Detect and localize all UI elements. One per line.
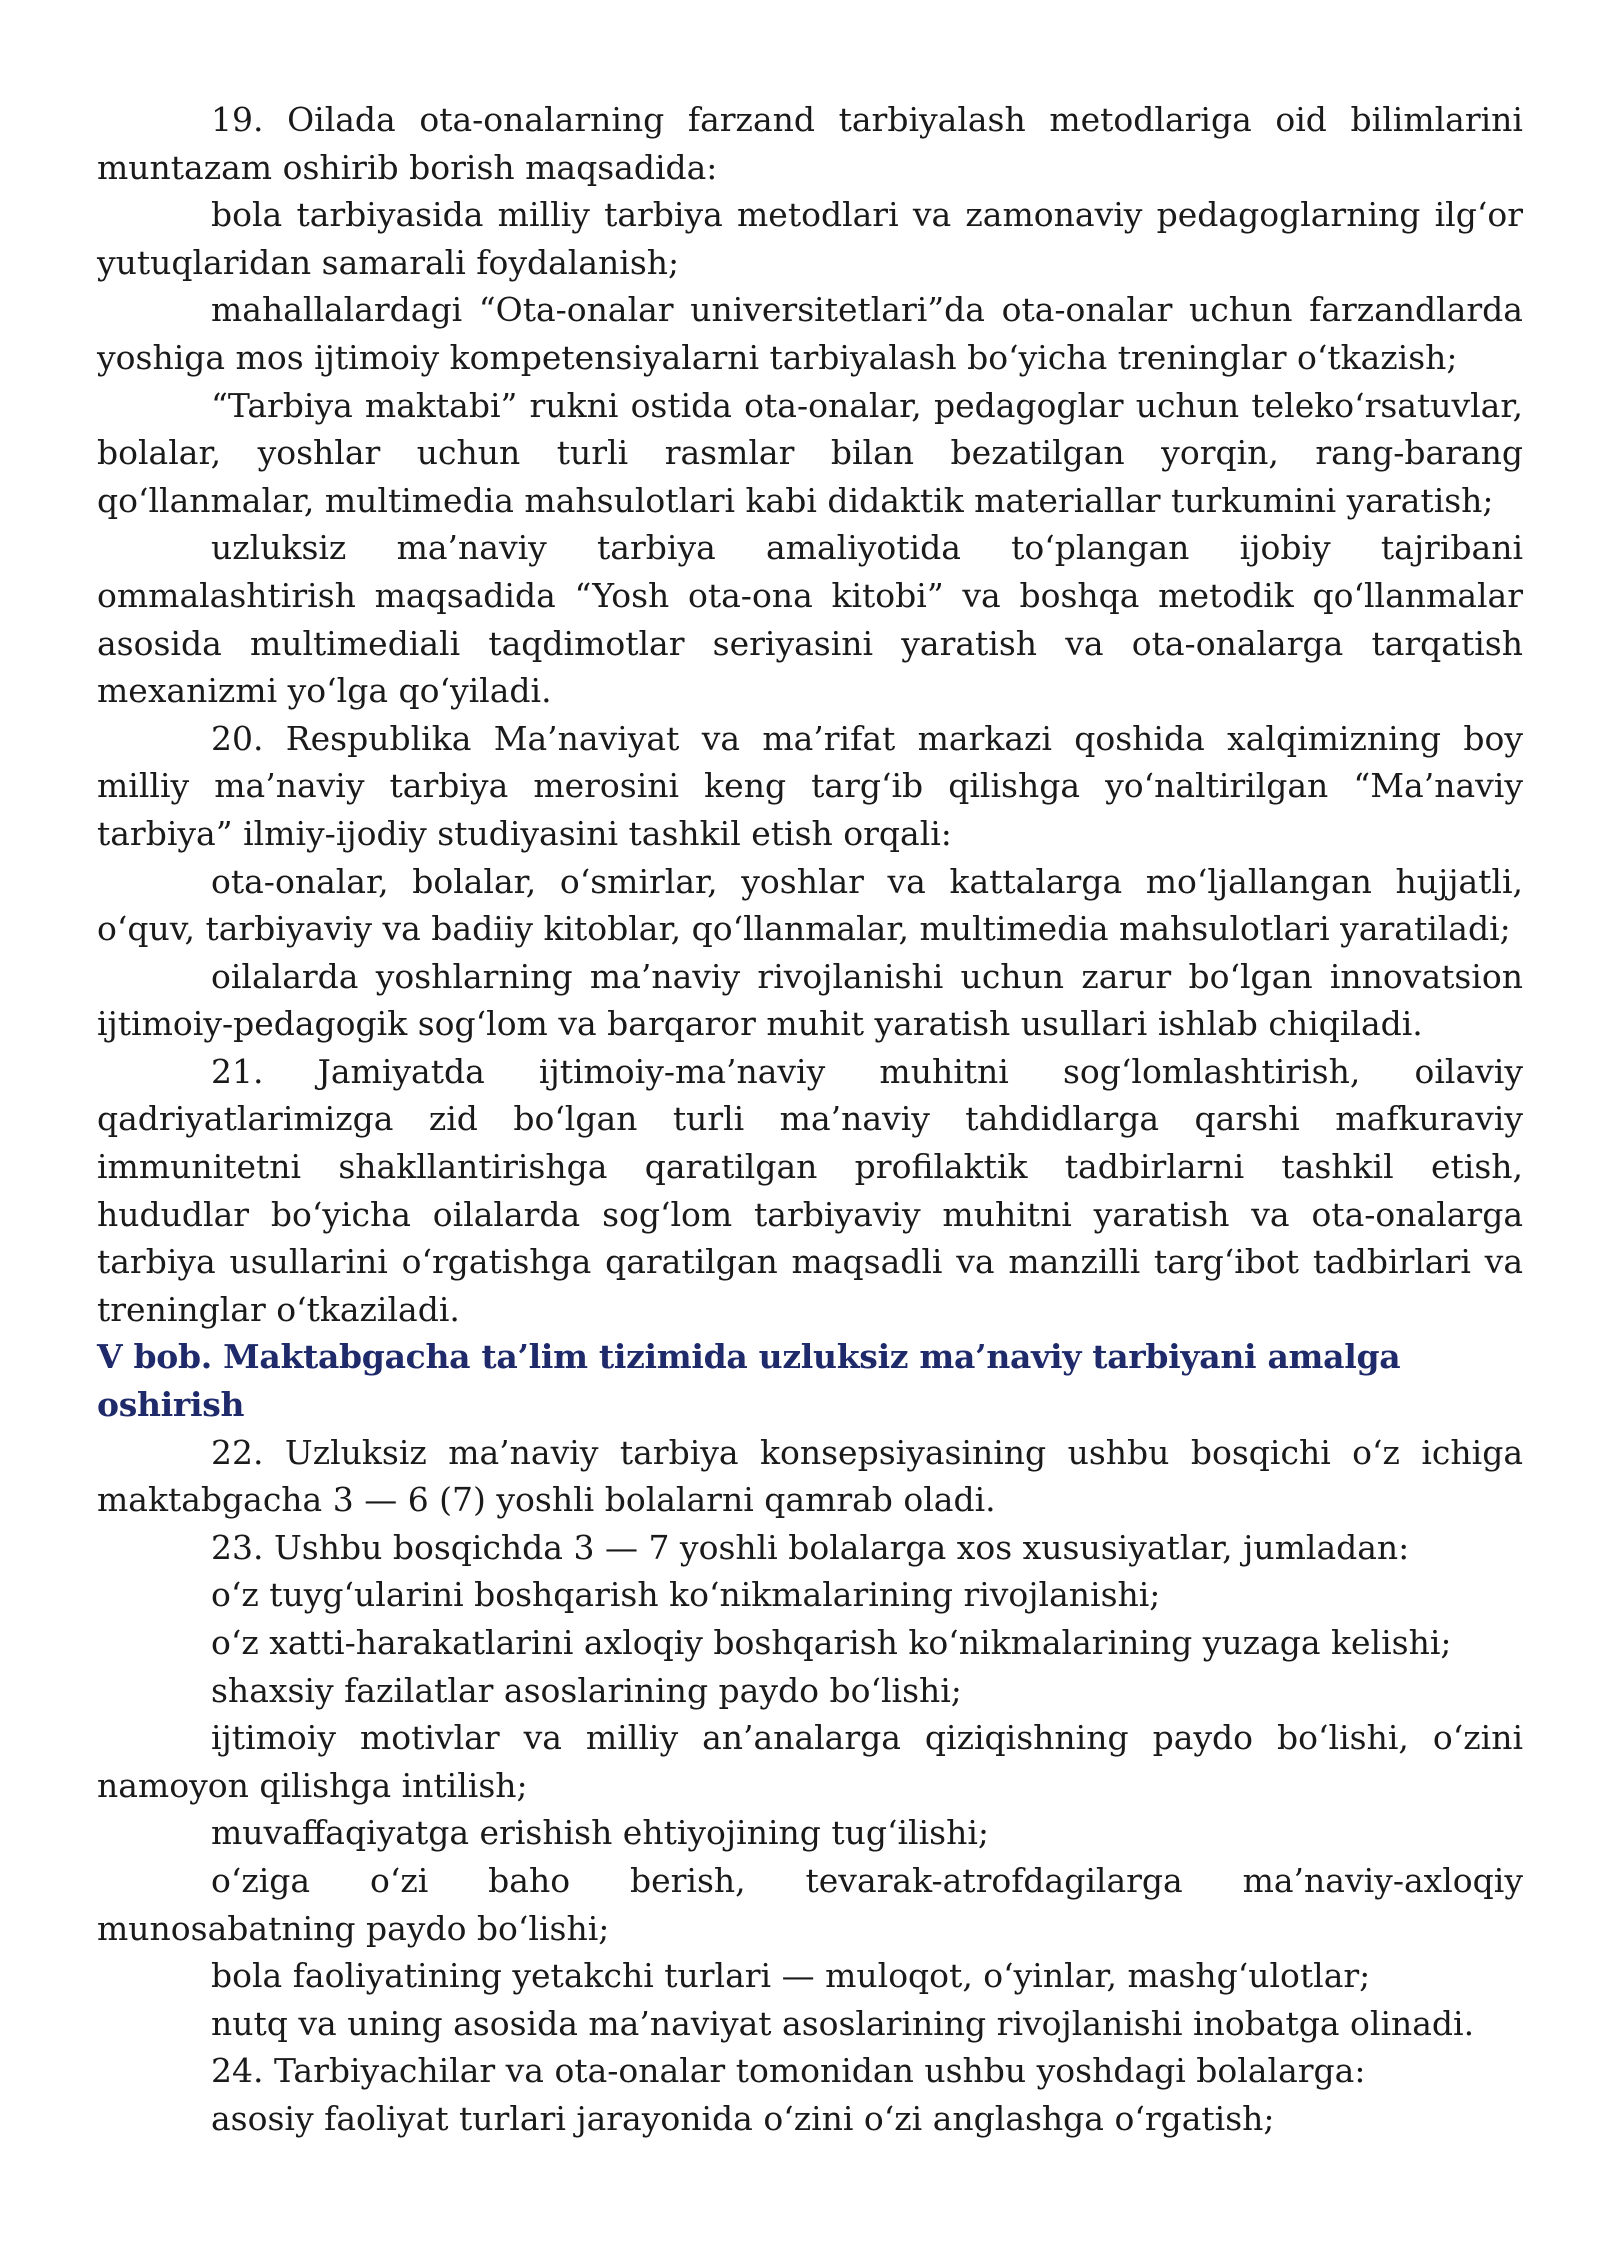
list-item: o‘ziga o‘zi baho berish, tevarak-atrofdagilarga ma’naviy-axloqiy munosabatning paydo bo‘lishi;	[97, 1860, 1523, 1948]
list-item: nutq va uning asosida ma’naviyat asoslarining rivojlanishi inobatga olinadi.	[211, 2003, 1475, 2043]
document-page	[97, 96, 1523, 2143]
list-item: ijtimoiy motivlar va milliy an’analarga qiziqishning paydo bo‘lishi, o‘zini namoyon qilishga intilish;	[97, 1718, 1523, 1805]
paragraph-22: 22. Uzluksiz ma’naviy tarbiya konsepsiyasining ushbu bosqichi o‘z ichiga maktabgacha 3 — 6 (7) yoshli bolalarni qamrab oladi.	[97, 1432, 1523, 1520]
list-item: bola faoliyatining yetakchi turlari — muloqot, o‘yinlar, mashg‘ulotlar;	[211, 1956, 1371, 1996]
paragraph-20: 20. Respublika Ma’naviyat va ma’rifat markazi qoshida xalqimizning boy milliy ma’naviy tarbiya merosini keng targ‘ib qilishga yo‘naltirilgan “Ma’naviy tarbiya” ilmiy-ijodiy studiyasini tashkil etish orqali:	[97, 718, 1523, 853]
list-item: mahallalardagi “Ota-onalar universitetlari”da ota-onalar uchun farzandlarda yoshiga mos ijtimoiy kompetensiyalarni tarbiyalash bo‘yicha treninglar o‘tkazish;	[97, 290, 1523, 377]
list-item: “Tarbiya maktabi” rukni ostida ota-onalar, pedagoglar uchun teleko‘rsatuvlar, bolalar, yoshlar uchun turli rasmlar bilan bezatilgan yorqin, rang-barang qo‘llanmalar, multimedia mahsulotlari kabi didaktik materiallar turkumini yaratish;	[97, 385, 1523, 520]
list-item: muvaffaqiyatga erishish ehtiyojining tug‘ilishi;	[211, 1813, 990, 1853]
list-item: oilalarda yoshlarning ma’naviy rivojlanishi uchun zarur bo‘lgan innovatsion ijtimoiy-pedagogik sog‘lom va barqaror muhit yaratish usullari ishlab chiqiladi.	[97, 956, 1523, 1044]
paragraph-23: 23. Ushbu bosqichda 3 — 7 yoshli bolalarga xos xususiyatlar, jumladan:	[211, 1527, 1410, 1567]
chapter-heading: V bob. Maktabgacha ta’lim tizimida uzluksiz ma’naviy tarbiyani amalga oshirish	[97, 1337, 1401, 1425]
paragraph-21: 21. Jamiyatda ijtimoiy-ma’naviy muhitni sog‘lomlashtirish, oilaviy qadriyatlarimizga zid bo‘lgan turli ma’naviy tahdidlarga qarshi mafkuraviy immunitetni shakllantirishga qaratilgan profilaktik tadbirlarni tashkil etish, hududlar bo‘yicha oilalarda sog‘lom tarbiyaviy muhitni yaratish va ota-onalarga tarbiya usullarini o‘rgatishga qaratilgan maqsadli va manzilli targ‘ibot tadbirlari va treninglar o‘tkaziladi.	[97, 1051, 1523, 1329]
paragraph-19: 19. Oilada ota-onalarning farzand tarbiyalash metodlariga oid bilimlarini muntazam oshirib borish maqsadida:	[97, 100, 1523, 187]
list-item: asosiy faoliyat turlari jarayonida o‘zini o‘zi anglashga o‘rgatish;	[211, 2098, 1275, 2138]
list-item: uzluksiz ma’naviy tarbiya amaliyotida to‘plangan ijobiy tajribani ommalashtirish maqsadida “Yosh ota-ona kitobi” va boshqa metodik qo‘llanmalar asosida multimediali taqdimotlar seriyasini yaratish va ota-onalarga tarqatish mexanizmi yo‘lga qo‘yiladi.	[97, 528, 1523, 711]
list-item: shaxsiy fazilatlar asoslarining paydo bo‘lishi;	[211, 1670, 962, 1710]
paragraph-24: 24. Tarbiyachilar va ota-onalar tomonidan ushbu yoshdagi bolalarga:	[211, 2051, 1366, 2091]
list-item: bola tarbiyasida milliy tarbiya metodlari va zamonaviy pedagoglarning ilg‘or yutuqlaridan samarali foydalanish;	[97, 195, 1523, 282]
list-item: o‘z xatti-harakatlarini axloqiy boshqarish ko‘nikmalarining yuzaga kelishi;	[211, 1623, 1452, 1662]
list-item: o‘z tuyg‘ularini boshqarish ko‘nikmalarining rivojlanishi;	[211, 1575, 1161, 1615]
list-item: ota-onalar, bolalar, o‘smirlar, yoshlar va kattalarga mo‘ljallangan hujjatli, o‘quv, tarbiyaviy va badiiy kitoblar, qo‘llanmalar, multimedia mahsulotlari yaratiladi;	[97, 861, 1523, 949]
